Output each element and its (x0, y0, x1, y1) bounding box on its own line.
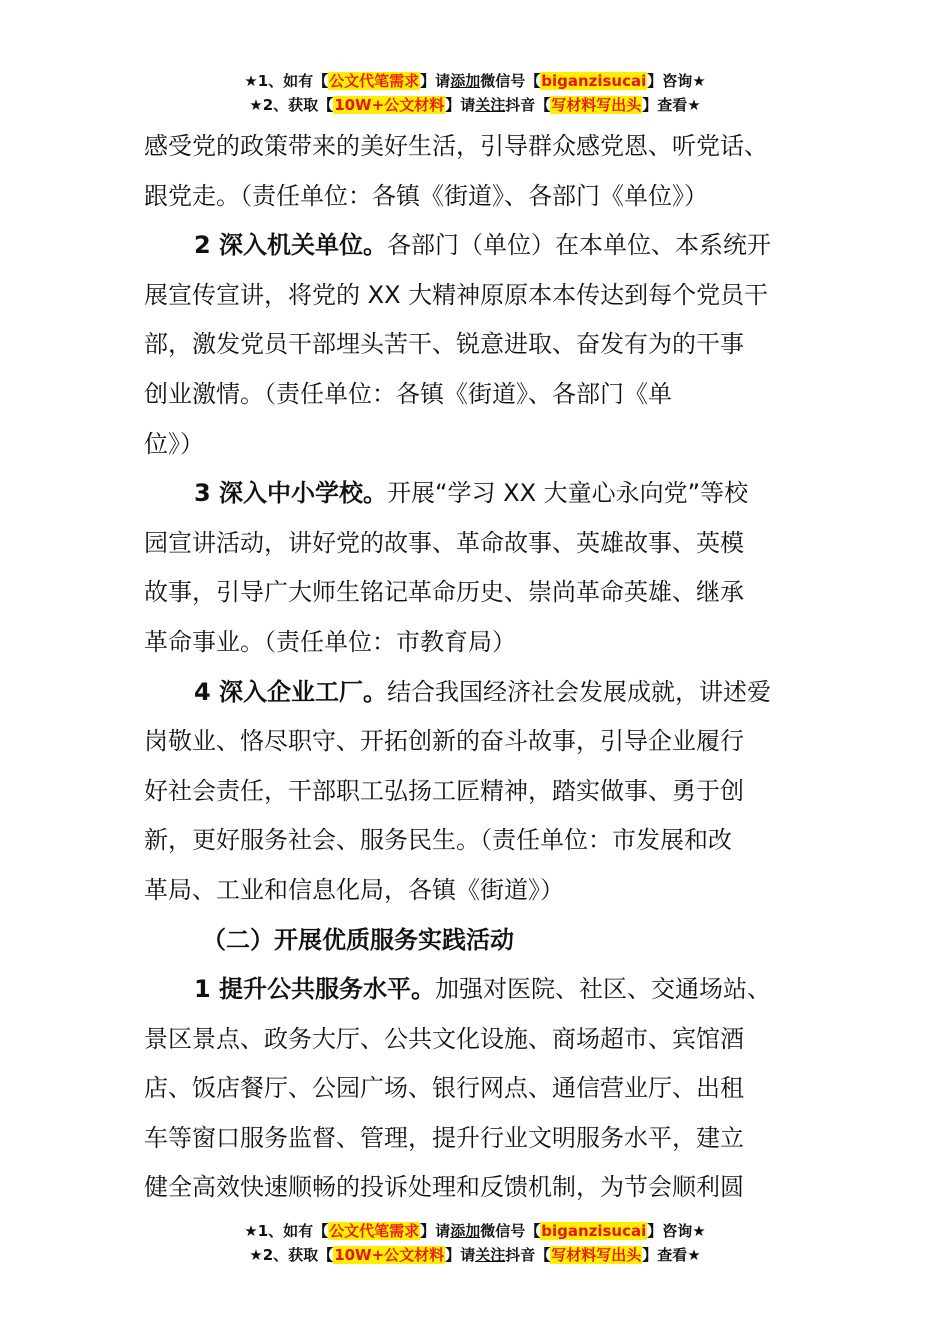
section-heading: （二）开展优质服务实践活动 (202, 925, 514, 954)
item-text: 结合我国经济社会发展成就，讲述爱 (387, 677, 772, 706)
banner-text: ★1、如有【 (244, 1222, 329, 1240)
item-text: 开展“学习 XX 大童心永向党”等校 (387, 479, 749, 508)
banner-underline: 关注 (475, 96, 506, 114)
paragraph-line: 景区景点、政务大厅、公共文化设施、商场超市、宾馆酒 (144, 1024, 744, 1053)
banner-text: 】请 (420, 72, 451, 90)
banner-text: 】查看★ (642, 1246, 701, 1264)
bottom-banner-line-1 (0, 1220, 950, 1242)
paragraph-line: 岗敬业、恪尽职守、开拓创新的奋斗故事，引导企业履行 (144, 727, 744, 756)
bottom-banner-line-2 (0, 1244, 950, 1266)
item-text: 各部门（单位）在本单位、本系统开 (387, 231, 772, 260)
paragraph-line (144, 469, 814, 519)
item-heading: 4 深入企业工厂。 (194, 677, 388, 706)
top-banner-line-2 (0, 94, 950, 116)
banner-underline: 添加 (450, 72, 481, 90)
paragraph-line: 位》） (144, 429, 204, 458)
banner-highlight-wechat-id: biganzisucai (541, 1222, 647, 1240)
banner-highlight: 公文代笔需求 (329, 72, 420, 90)
paragraph-line: 车等窗口服务监督、管理，提升行业文明服务水平，建立 (144, 1123, 744, 1152)
document-body (144, 122, 814, 1213)
banner-text: 】请 (445, 96, 476, 114)
paragraph-line (144, 668, 814, 718)
banner-text: 微信号【 (480, 72, 541, 90)
paragraph-line: 感受党的政策带来的美好生活，引导群众感党恩、听党话、 (144, 132, 768, 160)
banner-text: 】请 (445, 1246, 476, 1264)
paragraph-line: 创业激情。（责任单位：各镇《街道》、各部门《单 (144, 379, 672, 408)
banner-highlight-douyin: 写材料写出头 (551, 96, 642, 114)
paragraph-line (144, 965, 814, 1015)
banner-highlight-wechat-id: biganzisucai (541, 72, 647, 90)
banner-text: 】咨询★ (647, 1222, 706, 1240)
paragraph-line (144, 221, 814, 271)
paragraph-line: 革命事业。（责任单位：市教育局） (144, 627, 516, 656)
paragraph-line: 好社会责任，干部职工弘扬工匠精神，踏实做事、勇于创 (144, 776, 744, 805)
banner-highlight: 10W+公文材料 (334, 96, 445, 114)
paragraph-line: 健全高效快速顺畅的投诉处理和反馈机制，为节会顺利圆 (144, 1173, 744, 1202)
banner-text: ★1、如有【 (244, 72, 329, 90)
paragraph-line: 部，激发党员干部埋头苦干、锐意进取、奋发有为的干事 (144, 330, 744, 359)
item-text: 加强对医院、社区、交通场站、 (435, 975, 772, 1004)
paragraph-line: 展宣传宣讲，将党的 XX 大精神原原本本传达到每个党员干 (144, 280, 769, 309)
banner-text: 】咨询★ (647, 72, 706, 90)
banner-text: 抖音【 (505, 96, 551, 114)
paragraph-line: 新，更好服务社会、服务民生。（责任单位：市发展和改 (144, 826, 732, 855)
banner-highlight-douyin: 写材料写出头 (551, 1246, 642, 1264)
item-heading: 2 深入机关单位。 (194, 231, 388, 260)
paragraph-line: 跟党走。（责任单位：各镇《街道》、各部门《单位》） (144, 181, 708, 210)
item-heading: 3 深入中小学校。 (194, 479, 388, 508)
banner-text: ★2、获取【 (249, 96, 334, 114)
banner-underline: 添加 (450, 1222, 481, 1240)
banner-text: 】查看★ (642, 96, 701, 114)
banner-text: 抖音【 (505, 1246, 551, 1264)
item-heading: 1 提升公共服务水平。 (194, 975, 436, 1004)
banner-highlight: 公文代笔需求 (329, 1222, 420, 1240)
banner-text: 】请 (420, 1222, 451, 1240)
paragraph-line: 园宣讲活动，讲好党的故事、革命故事、英雄故事、英模 (144, 528, 744, 557)
paragraph-line: 故事，引导广大师生铭记革命历史、崇尚革命英雄、继承 (144, 578, 744, 607)
banner-underline: 关注 (475, 1246, 506, 1264)
banner-text: 微信号【 (480, 1222, 541, 1240)
paragraph-line: 革局、工业和信息化局，各镇《街道》） (144, 875, 564, 904)
banner-highlight: 10W+公文材料 (334, 1246, 445, 1264)
paragraph-line: 店、饭店餐厅、公园广场、银行网点、通信营业厅、出租 (144, 1074, 744, 1103)
top-banner-line-1 (0, 70, 950, 92)
banner-text: ★2、获取【 (249, 1246, 334, 1264)
